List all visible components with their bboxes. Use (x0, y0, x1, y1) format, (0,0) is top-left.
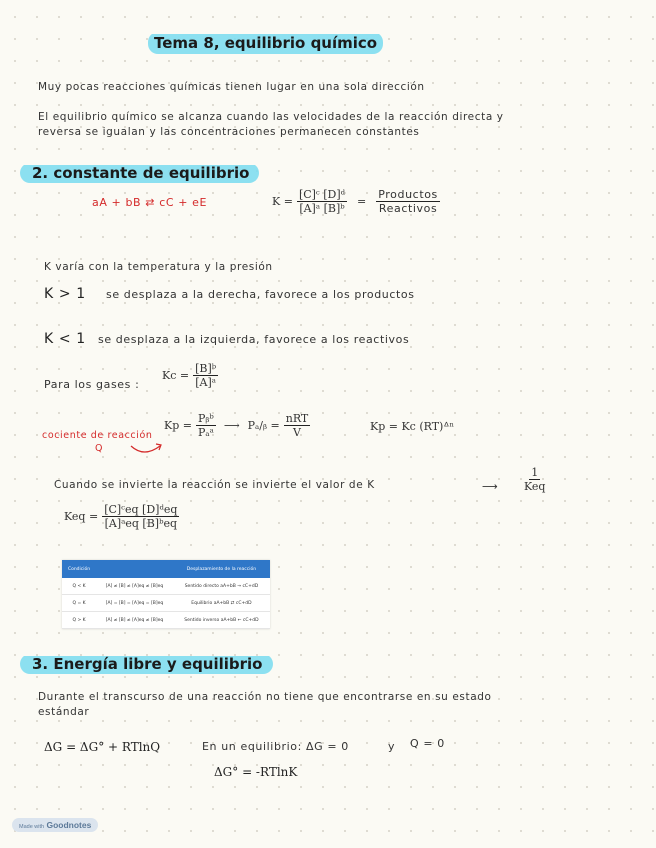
invert-arrow-icon: ⟶ (482, 480, 498, 493)
kc-expression (162, 362, 218, 389)
products-fraction (376, 188, 440, 215)
kc-label: Kc = (162, 369, 190, 382)
table-cell: [A] ≠ [B] ≠ [A]eq ≠ [B]eq (96, 578, 173, 595)
equilibrium-note: En un equilibrio: ΔG = 0 (202, 740, 349, 753)
k-less-label: K < 1 (44, 331, 86, 347)
pab-fraction (284, 412, 311, 439)
table-cell: Q > K (62, 612, 96, 629)
table-header-cell: Condición (62, 560, 96, 578)
kp-label: Kp = (164, 419, 192, 432)
table-cell: [A] = [B] = [A]eq = [B]eq (96, 595, 173, 612)
section-3-line-2: estándar (38, 706, 90, 718)
condition-table-container (62, 560, 270, 629)
made-with-label: Made with (19, 824, 45, 830)
page-title-container (148, 32, 383, 54)
intro-line-1: Muy pocas reacciones químicas tienen lugar en una sola dirección (38, 81, 425, 93)
k-greater-text: se desplaza a la derecha, favorece a los productos (106, 288, 415, 301)
k-equals: = (357, 195, 367, 208)
table-cell: Equilibrio aA+bB ⇄ cC+dD (173, 595, 270, 612)
cociente-label: cociente de reacción (42, 430, 153, 441)
table-row (62, 578, 270, 595)
table-header-cell (96, 560, 173, 578)
goodnotes-badge (12, 818, 98, 832)
k-denominator: [A]ᵃ [B]ᵇ (299, 202, 345, 215)
kp-expression (164, 412, 310, 439)
table-cell: Sentido inverso aA+bB ← cC+dD (173, 612, 270, 629)
cociente-q: Q (95, 443, 104, 454)
pab-numerator: nRT (285, 412, 309, 425)
kc-fraction (193, 362, 218, 389)
cociente-arrow-icon (128, 440, 168, 458)
gibbs-equation: ΔG = ΔG° + RTlnQ (44, 740, 161, 754)
keq-label: Keq = (64, 510, 99, 523)
temperature-note: K varía con la temperatura y la presión (44, 261, 273, 273)
goodnotes-brand: Goodnotes (46, 820, 92, 830)
section-2-heading-container (20, 163, 259, 183)
invert-fraction (522, 466, 547, 493)
section-3-line-1: Durante el transcurso de una reacción no tiene que encontrarse en su estado (38, 691, 492, 703)
k-greater-label: K > 1 (44, 286, 86, 302)
equilibrium-q: Q = 0 (410, 737, 445, 750)
keq-denominator: [A]ᵃeq [B]ᵇeq (104, 517, 178, 530)
k-numerator: [C]ᶜ [D]ᵈ (298, 188, 346, 201)
kp-fraction (196, 412, 216, 439)
table-cell: Q = K (62, 595, 96, 612)
pab-denominator: V (293, 426, 301, 439)
condition-table (62, 560, 270, 629)
table-cell: Sentido directo aA+bB → cC+dD (173, 578, 270, 595)
table-row (62, 595, 270, 612)
pab-label: Pₐ/ᵦ = (247, 419, 280, 432)
k-less-text: se desplaza a la izquierda, favorece a los reactivos (98, 333, 410, 346)
kp-numerator: Pᵦᵇ (198, 412, 214, 425)
table-row (62, 612, 270, 629)
kp-kc-relation: Kp = Kc (RT)ᐞⁿ (370, 420, 455, 433)
page-title: Tema 8, equilibrio químico (148, 32, 383, 54)
keq-fraction (102, 503, 179, 530)
keq-expression (64, 503, 179, 530)
kc-denominator: [A]ᵃ (195, 376, 217, 389)
invert-denominator: Keq (524, 480, 546, 493)
table-cell: [A] ≠ [B] ≠ [A]eq ≠ [B]eq (96, 612, 173, 629)
k-fraction (297, 188, 347, 215)
standard-gibbs-equation: ΔG° = -RTlnK (214, 765, 298, 779)
section-2-heading: 2. constante de equilibrio (20, 163, 259, 183)
reaction-equation (92, 196, 207, 209)
gases-label: Para los gases : (44, 378, 140, 391)
invert-numerator: 1 (531, 466, 539, 479)
equilibrium-and: y (388, 740, 396, 753)
k-expression (272, 188, 440, 215)
intro-line-3: reversa se igualan y las concentraciones permanecen constantes (38, 126, 420, 138)
reaction-text: aA + bB ⇄ cC + eE (92, 196, 208, 209)
section-3-heading-container (20, 654, 273, 674)
invert-text: Cuando se invierte la reacción se invierte el valor de K (54, 479, 375, 491)
table-cell: Q < K (62, 578, 96, 595)
table-header-cell: Desplazamiento de la reacción (173, 560, 270, 578)
section-3-heading: 3. Energía libre y equilibrio (20, 654, 273, 674)
kp-arrow-icon: ⟶ (223, 419, 240, 432)
kp-denominator: Pₐᵃ (197, 426, 214, 439)
invert-result (522, 466, 547, 493)
table-header-row (62, 560, 270, 578)
k-label: K = (272, 195, 293, 208)
keq-numerator: [C]ᶜeq [D]ᵈeq (104, 503, 178, 516)
kc-numerator: [B]ᵇ (195, 362, 217, 375)
reactants-label: Reactivos (378, 202, 438, 215)
intro-line-2: El equilibrio químico se alcanza cuando las velocidades de la reacción directa y (38, 111, 504, 123)
products-label: Productos (378, 188, 438, 201)
